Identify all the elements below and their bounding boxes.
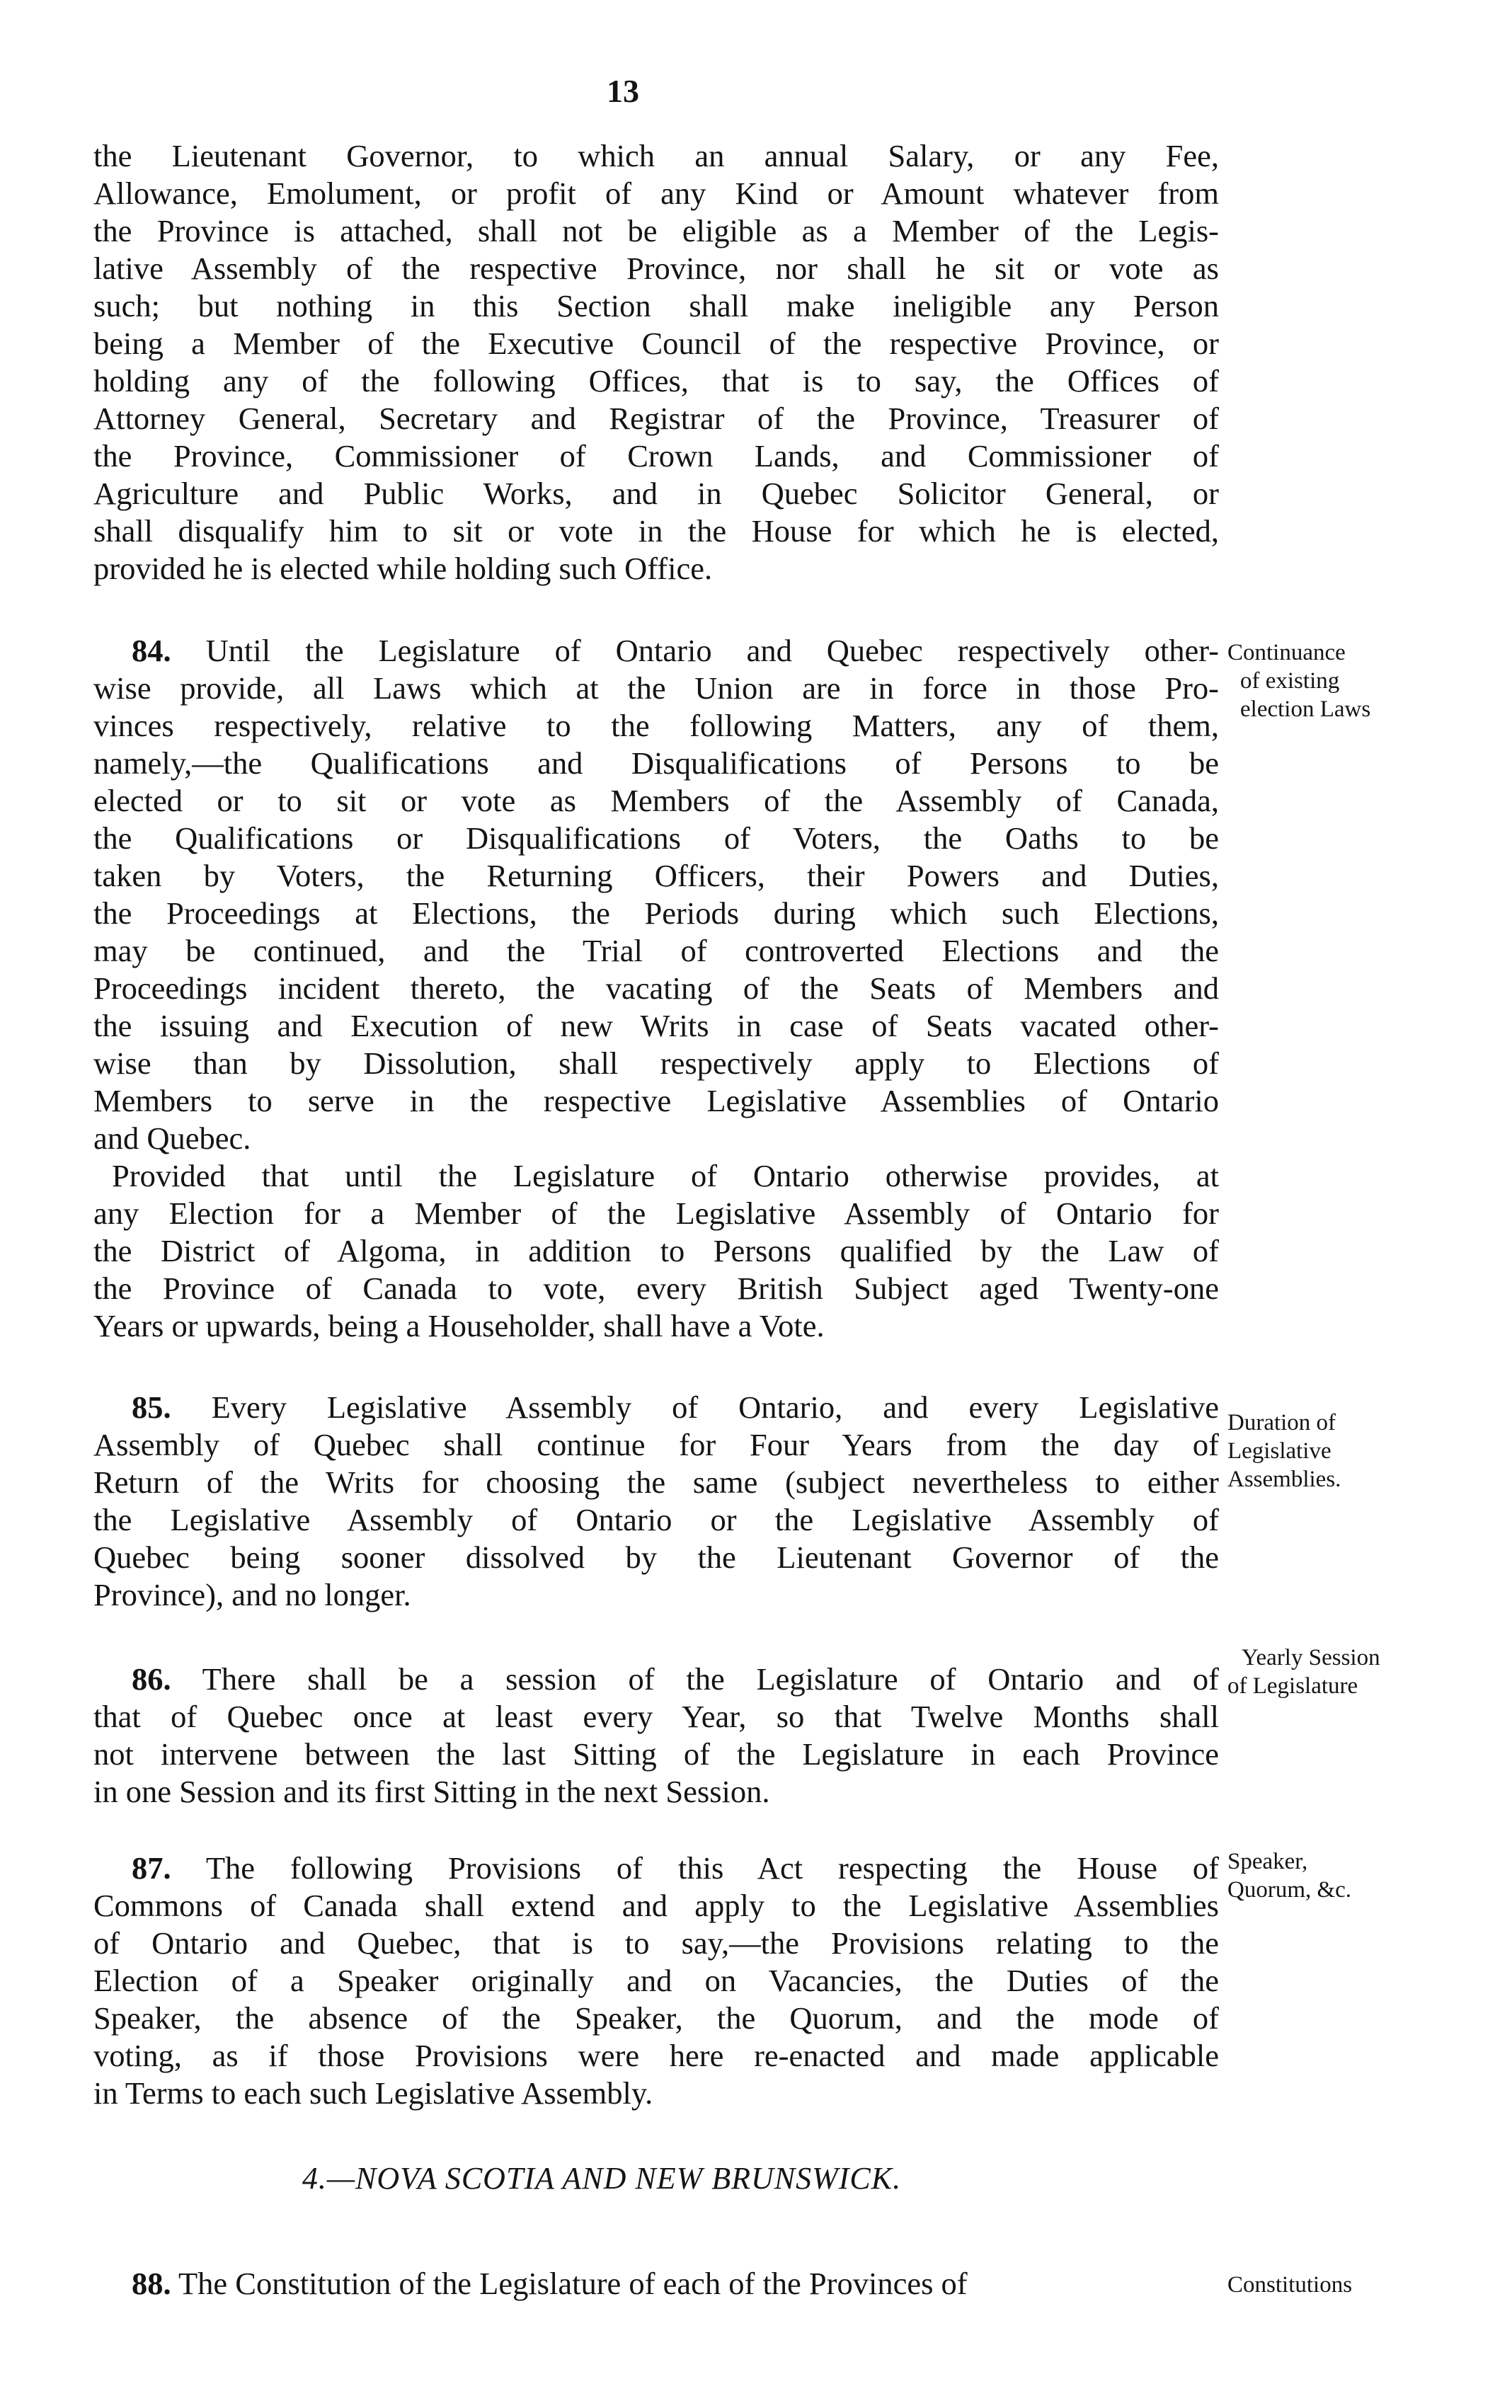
section-number: 87.: [132, 1850, 171, 1886]
text-line: Election of a Speaker originally and on Vacancies, the Duties of the: [93, 1963, 1219, 1998]
part-heading: 4.—NOVA SCOTIA AND NEW BRUNSWICK.: [302, 2161, 902, 2196]
margin-note-line: Speaker,: [1227, 1849, 1308, 1874]
text-line-content: Until the Legislature of Ontario and Quebec respectively other-: [205, 633, 1220, 668]
margin-note-line: election Laws: [1240, 696, 1371, 722]
text-line: the Province, Commissioner of Crown Lands, and Commissioner of: [93, 438, 1219, 474]
text-line: the Proceedings at Elections, the Periods during which such Elections,: [93, 895, 1219, 931]
text-line: Return of the Writs for choosing the same (subject nevertheless to either: [93, 1464, 1219, 1500]
text-line-content: Every Legislative Assembly of Ontario, and every Legislative: [211, 1389, 1219, 1425]
text-line: the Legislative Assembly of Ontario or the Legislative Assembly of: [93, 1502, 1219, 1537]
text-line: wise provide, all Laws which at the Union are in force in those Pro-: [93, 670, 1219, 706]
text-line: Attorney General, Secretary and Registrar of the Province, Treasurer of: [93, 401, 1219, 436]
text-line: holding any of the following Offices, that is to say, the Offices of: [93, 363, 1219, 399]
text-line: Agriculture and Public Works, and in Quebec Solicitor General, or: [93, 476, 1219, 511]
text-line: of Ontario and Quebec, that is to say,—the Provisions relating to the: [93, 1925, 1219, 1961]
margin-note-line: of existing: [1240, 668, 1340, 694]
text-line: lative Assembly of the respective Province, nor shall he sit or vote as: [93, 251, 1219, 286]
margin-note-line: of Legislature: [1227, 1673, 1358, 1699]
section-number: 84.: [132, 633, 171, 668]
text-line: taken by Voters, the Returning Officers, their Powers and Duties,: [93, 858, 1219, 893]
section-86: [93, 1661, 1219, 1811]
section-88: [93, 2265, 1219, 2303]
text-line: shall disqualify him to sit or vote in the House for which he is elected,: [93, 513, 1219, 549]
text-line-content: The Constitution of the Legislature of each of the Provinces of: [178, 2266, 968, 2301]
text-line: Proceedings incident thereto, the vacating of the Seats of Members and: [93, 970, 1219, 1006]
text-line: Assembly of Quebec shall continue for Four Years from the day of: [93, 1427, 1219, 1462]
text-line: [93, 2265, 1219, 2303]
margin-note-line: Continuance: [1227, 640, 1346, 665]
text-line: and Quebec.: [93, 1120, 251, 1156]
margin-note-line: Yearly Session: [1242, 1645, 1380, 1670]
text-line: the Province is attached, shall not be eligible as a Member of the Legis-: [93, 213, 1219, 248]
text-line: [93, 1850, 1219, 1887]
section-87: [93, 1850, 1219, 2112]
text-line: Members to serve in the respective Legislative Assemblies of Ontario: [93, 1083, 1219, 1118]
margin-note-line: Constitutions: [1227, 2272, 1353, 2298]
text-line: Allowance, Emolument, or profit of any Kind or Amount whatever from: [93, 176, 1219, 211]
text-line: the issuing and Execution of new Writs in case of Seats vacated other-: [93, 1008, 1219, 1043]
text-line: vinces respectively, relative to the following Matters, any of them,: [93, 708, 1219, 743]
text-line: Years or upwards, being a Householder, shall have a Vote.: [93, 1308, 825, 1343]
text-line: that of Quebec once at least every Year, so that Twelve Months shall: [93, 1699, 1219, 1734]
text-line: in one Session and its first Sitting in the next Session.: [93, 1774, 770, 1809]
section-84: [93, 632, 1219, 1345]
text-line: elected or to sit or vote as Members of the Assembly of Canada,: [93, 783, 1219, 818]
text-line: Province), and no longer.: [93, 1577, 411, 1612]
margin-note-duration: [1227, 1409, 1504, 1493]
text-line: the Province of Canada to vote, every British Subject aged Twenty-one: [93, 1271, 1219, 1306]
margin-note-yearly-session: [1227, 1644, 1504, 1700]
text-line: Quebec being sooner dissolved by the Lieutenant Governor of the: [93, 1540, 1219, 1575]
text-line: namely,—the Qualifications and Disqualifications of Persons to be: [93, 745, 1219, 781]
margin-note-speaker-quorum: [1227, 1847, 1504, 1904]
text-line: the District of Algoma, in addition to Persons qualified by the Law of: [93, 1233, 1219, 1268]
section-number: 86.: [132, 1661, 171, 1697]
margin-note-line: Duration of: [1227, 1410, 1336, 1435]
text-line: may be continued, and the Trial of controverted Elections and the: [93, 933, 1219, 968]
text-line: [93, 1661, 1219, 1698]
section-number: 85.: [132, 1389, 171, 1425]
section-number: 88.: [132, 2266, 171, 2301]
page-number: 13: [607, 73, 639, 109]
text-line: [93, 1389, 1219, 1426]
text-line: the Qualifications or Disqualifications of Voters, the Oaths to be: [93, 820, 1219, 856]
text-line: [93, 632, 1219, 670]
text-line: such; but nothing in this Section shall make ineligible any Person: [93, 288, 1219, 323]
text-line: voting, as if those Provisions were here re-enacted and made applicable: [93, 2038, 1219, 2073]
text-line: not intervene between the last Sitting of the Legislature in each Province: [93, 1736, 1219, 1772]
text-line: Commons of Canada shall extend and apply to the Legislative Assemblies: [93, 1888, 1219, 1923]
text-line-content: There shall be a session of the Legislature of Ontario and of: [202, 1661, 1219, 1697]
text-line: Speaker, the absence of the Speaker, the Quorum, and the mode of: [93, 2000, 1219, 2036]
text-line: wise than by Dissolution, shall respectively apply to Elections of: [93, 1045, 1219, 1081]
section-83-continuation: [93, 137, 1219, 587]
text-line-content: The following Provisions of this Act respecting the House of: [205, 1850, 1219, 1886]
section-85: [93, 1389, 1219, 1614]
margin-note-continuance: [1227, 638, 1504, 723]
margin-note-line: Assemblies.: [1227, 1467, 1341, 1492]
text-line: the Lieutenant Governor, to which an annual Salary, or any Fee,: [93, 138, 1219, 173]
margin-note-constitutions: [1227, 2271, 1504, 2299]
margin-note-line: Quorum, &c.: [1227, 1877, 1352, 1903]
text-line: Provided that until the Legislature of Ontario otherwise provides, at: [112, 1158, 1219, 1193]
text-line: being a Member of the Executive Council of the respective Province, or: [93, 326, 1219, 361]
text-line: provided he is elected while holding such Office.: [93, 551, 713, 586]
text-line: any Election for a Member of the Legislative Assembly of Ontario for: [93, 1196, 1219, 1231]
margin-note-line: Legislative: [1227, 1438, 1331, 1464]
text-line: in Terms to each such Legislative Assembly.: [93, 2075, 653, 2111]
